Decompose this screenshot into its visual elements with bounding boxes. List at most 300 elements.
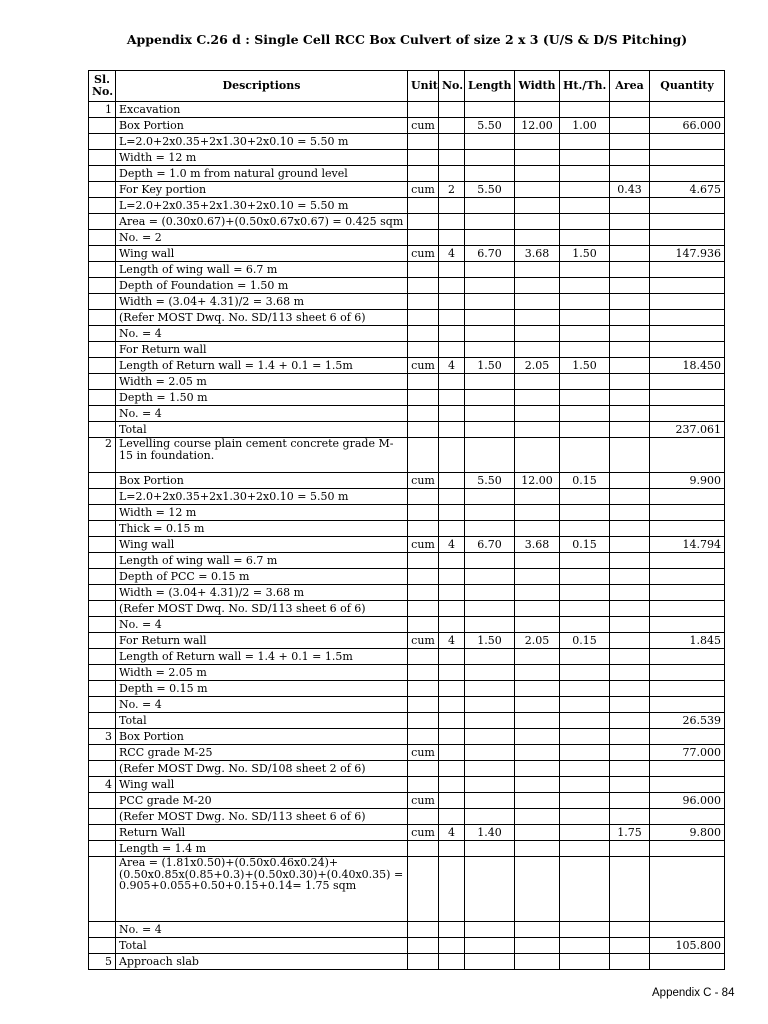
cell-quantity: [650, 697, 725, 713]
cell-sl-no: [89, 617, 116, 633]
cell-length: [465, 745, 515, 761]
cell-length: 1.50: [465, 358, 515, 374]
table-row: [89, 230, 725, 246]
cell-area: [610, 473, 650, 489]
cell-length: [465, 569, 515, 585]
cell-quantity: [650, 922, 725, 938]
cell-description: Width = 2.05 m: [116, 374, 408, 390]
cell-unit: [408, 278, 439, 294]
table-row: [89, 358, 725, 374]
cell-description: L=2.0+2x0.35+2x1.30+2x0.10 = 5.50 m: [116, 198, 408, 214]
cell-number: [439, 438, 465, 473]
cell-sl-no: [89, 601, 116, 617]
cell-length: 6.70: [465, 537, 515, 553]
cell-width: [515, 374, 560, 390]
cell-unit: [408, 681, 439, 697]
cell-width: 3.68: [515, 246, 560, 262]
cell-height: [560, 294, 610, 310]
cell-length: [465, 326, 515, 342]
cell-length: [465, 601, 515, 617]
cell-sl-no: [89, 681, 116, 697]
table-row: [89, 617, 725, 633]
cell-length: [465, 489, 515, 505]
cell-quantity: 96.000: [650, 793, 725, 809]
cell-quantity: 77.000: [650, 745, 725, 761]
cell-width: [515, 489, 560, 505]
cell-quantity: 4.675: [650, 182, 725, 198]
cell-height: [560, 230, 610, 246]
cell-unit: cum: [408, 633, 439, 649]
cell-sl-no: 5: [89, 954, 116, 970]
cell-unit: [408, 374, 439, 390]
cell-sl-no: [89, 473, 116, 489]
cell-sl-no: [89, 278, 116, 294]
cell-length: [465, 374, 515, 390]
cell-unit: [408, 922, 439, 938]
cell-area: [610, 954, 650, 970]
cell-unit: [408, 713, 439, 729]
cell-area: [610, 278, 650, 294]
cell-width: [515, 841, 560, 857]
cell-number: [439, 374, 465, 390]
cell-height: [560, 198, 610, 214]
cell-number: [439, 489, 465, 505]
cell-height: 1.50: [560, 246, 610, 262]
cell-area: [610, 729, 650, 745]
cell-quantity: [650, 230, 725, 246]
cell-sl-no: [89, 537, 116, 553]
cell-description: Total: [116, 713, 408, 729]
cell-area: [610, 505, 650, 521]
cell-area: [610, 841, 650, 857]
cell-area: [610, 390, 650, 406]
cell-sl-no: [89, 262, 116, 278]
cell-number: [439, 601, 465, 617]
cell-quantity: [650, 857, 725, 922]
cell-sl-no: [89, 633, 116, 649]
cell-length: 5.50: [465, 473, 515, 489]
table-row: [89, 537, 725, 553]
cell-sl-no: [89, 342, 116, 358]
cell-area: [610, 230, 650, 246]
cell-sl-no: [89, 214, 116, 230]
table-row: [89, 214, 725, 230]
cell-unit: [408, 601, 439, 617]
cell-sl-no: [89, 489, 116, 505]
cell-description: Area = (1.81x0.50)+(0.50x0.46x0.24)+(0.50x0.85x(0.85+0.3)+(0.50x0.30)+(0.40x0.35) = 0.905+0.055+0.50+0.15+0.14= 1.75 sqm: [116, 857, 408, 922]
cell-height: [560, 841, 610, 857]
cell-number: [439, 262, 465, 278]
cell-area: [610, 649, 650, 665]
table-row: [89, 521, 725, 537]
cell-area: [610, 569, 650, 585]
cell-description: PCC grade M-20: [116, 793, 408, 809]
cell-height: [560, 262, 610, 278]
table-row: [89, 697, 725, 713]
cell-height: [560, 777, 610, 793]
cell-description: (Refer MOST Dwg. No. SD/108 sheet 2 of 6): [116, 761, 408, 777]
cell-number: [439, 922, 465, 938]
cell-width: [515, 938, 560, 954]
cell-length: [465, 438, 515, 473]
cell-quantity: [650, 326, 725, 342]
cell-width: [515, 422, 560, 438]
cell-width: [515, 617, 560, 633]
cell-area: [610, 633, 650, 649]
cell-width: [515, 954, 560, 970]
cell-area: [610, 118, 650, 134]
cell-length: [465, 294, 515, 310]
cell-description: Width = 12 m: [116, 150, 408, 166]
cell-description: No. = 4: [116, 617, 408, 633]
cell-quantity: 147.936: [650, 246, 725, 262]
cell-sl-no: [89, 521, 116, 537]
cell-area: [610, 326, 650, 342]
header-area: Area: [610, 71, 650, 102]
table-row: [89, 601, 725, 617]
cell-unit: [408, 406, 439, 422]
cell-height: [560, 601, 610, 617]
cell-area: [610, 601, 650, 617]
table-row: [89, 665, 725, 681]
cell-quantity: [650, 777, 725, 793]
cell-height: [560, 681, 610, 697]
cell-quantity: [650, 761, 725, 777]
cell-length: [465, 809, 515, 825]
cell-number: 4: [439, 825, 465, 841]
cell-length: 5.50: [465, 182, 515, 198]
page-title: Appendix C.26 d : Single Cell RCC Box Culvert of size 2 x 3 (U/S & D/S Pitching): [126, 32, 688, 47]
cell-quantity: [650, 729, 725, 745]
cell-description: Depth of PCC = 0.15 m: [116, 569, 408, 585]
cell-area: [610, 681, 650, 697]
cell-length: [465, 150, 515, 166]
cell-unit: [408, 198, 439, 214]
cell-number: [439, 521, 465, 537]
cell-sl-no: 3: [89, 729, 116, 745]
cell-number: [439, 809, 465, 825]
cell-description: Width = 2.05 m: [116, 665, 408, 681]
cell-width: [515, 745, 560, 761]
cell-unit: [408, 521, 439, 537]
cell-quantity: [650, 809, 725, 825]
cell-sl-no: [89, 697, 116, 713]
cell-length: [465, 649, 515, 665]
table-row: [89, 761, 725, 777]
cell-unit: cum: [408, 118, 439, 134]
cell-description: Thick = 0.15 m: [116, 521, 408, 537]
cell-description: No. = 2: [116, 230, 408, 246]
table-row: [89, 553, 725, 569]
cell-area: [610, 166, 650, 182]
cell-sl-no: [89, 166, 116, 182]
cell-unit: [408, 569, 439, 585]
cell-description: No. = 4: [116, 406, 408, 422]
cell-description: No. = 4: [116, 326, 408, 342]
header-unit: Unit: [408, 71, 439, 102]
cell-height: [560, 954, 610, 970]
cell-unit: [408, 761, 439, 777]
cell-description: Depth = 0.15 m: [116, 681, 408, 697]
cell-width: [515, 150, 560, 166]
cell-length: [465, 954, 515, 970]
cell-area: [610, 214, 650, 230]
cell-length: 6.70: [465, 246, 515, 262]
cell-sl-no: [89, 938, 116, 954]
table-row: [89, 569, 725, 585]
cell-number: [439, 134, 465, 150]
table-row: [89, 713, 725, 729]
cell-area: [610, 198, 650, 214]
cell-quantity: [650, 617, 725, 633]
cell-height: [560, 857, 610, 922]
table-row: [89, 134, 725, 150]
cell-sl-no: 2: [89, 438, 116, 473]
cell-unit: [408, 294, 439, 310]
cell-quantity: [650, 198, 725, 214]
cell-height: [560, 553, 610, 569]
cell-quantity: [650, 278, 725, 294]
cell-height: [560, 310, 610, 326]
cell-unit: [408, 809, 439, 825]
table-row: [89, 793, 725, 809]
cell-description: Area = (0.30x0.67)+(0.50x0.67x0.67) = 0.425 sqm: [116, 214, 408, 230]
cell-sl-no: [89, 230, 116, 246]
cell-width: 3.68: [515, 537, 560, 553]
cell-number: [439, 406, 465, 422]
cell-unit: cum: [408, 358, 439, 374]
cell-sl-no: [89, 422, 116, 438]
cell-unit: [408, 102, 439, 118]
cell-area: [610, 422, 650, 438]
table-row: [89, 745, 725, 761]
cell-height: [560, 166, 610, 182]
cell-sl-no: [89, 310, 116, 326]
cell-area: [610, 406, 650, 422]
cell-width: [515, 166, 560, 182]
cell-area: 1.75: [610, 825, 650, 841]
table-row: [89, 489, 725, 505]
cell-height: [560, 745, 610, 761]
cell-height: [560, 729, 610, 745]
cell-length: [465, 713, 515, 729]
cell-length: [465, 134, 515, 150]
cell-area: [610, 857, 650, 922]
table-row: [89, 729, 725, 745]
cell-area: [610, 809, 650, 825]
header-no: No.: [439, 71, 465, 102]
cell-length: 5.50: [465, 118, 515, 134]
cell-number: 4: [439, 633, 465, 649]
cell-number: [439, 102, 465, 118]
cell-unit: [408, 150, 439, 166]
cell-description: Width = 12 m: [116, 505, 408, 521]
cell-area: [610, 489, 650, 505]
cell-height: 0.15: [560, 473, 610, 489]
table-row: [89, 422, 725, 438]
cell-height: [560, 489, 610, 505]
cell-unit: [408, 134, 439, 150]
cell-width: [515, 230, 560, 246]
table-row: [89, 310, 725, 326]
header-length: Length: [465, 71, 515, 102]
cell-quantity: [650, 406, 725, 422]
cell-length: [465, 198, 515, 214]
cell-quantity: 1.845: [650, 633, 725, 649]
cell-area: [610, 537, 650, 553]
cell-height: [560, 422, 610, 438]
cell-sl-no: [89, 825, 116, 841]
cell-sl-no: [89, 198, 116, 214]
cell-area: [610, 374, 650, 390]
cell-number: [439, 310, 465, 326]
cell-area: [610, 617, 650, 633]
cell-width: [515, 729, 560, 745]
cell-area: [610, 438, 650, 473]
cell-height: [560, 150, 610, 166]
cell-description: L=2.0+2x0.35+2x1.30+2x0.10 = 5.50 m: [116, 489, 408, 505]
cell-area: [610, 294, 650, 310]
cell-width: [515, 102, 560, 118]
cell-number: [439, 118, 465, 134]
cell-length: [465, 777, 515, 793]
cell-area: 0.43: [610, 182, 650, 198]
cell-quantity: [650, 954, 725, 970]
cell-sl-no: [89, 246, 116, 262]
cell-quantity: 237.061: [650, 422, 725, 438]
cell-description: L=2.0+2x0.35+2x1.30+2x0.10 = 5.50 m: [116, 134, 408, 150]
cell-quantity: [650, 134, 725, 150]
cell-description: Depth of Foundation = 1.50 m: [116, 278, 408, 294]
cell-description: Box Portion: [116, 729, 408, 745]
cell-sl-no: [89, 761, 116, 777]
cell-height: [560, 214, 610, 230]
cell-width: [515, 438, 560, 473]
cell-width: 2.05: [515, 358, 560, 374]
cell-height: [560, 406, 610, 422]
table-row: [89, 150, 725, 166]
cell-area: [610, 938, 650, 954]
table-row: [89, 166, 725, 182]
cell-quantity: [650, 569, 725, 585]
cell-unit: [408, 617, 439, 633]
table-row: [89, 857, 725, 922]
cell-height: [560, 938, 610, 954]
cell-sl-no: [89, 134, 116, 150]
cell-area: [610, 745, 650, 761]
cell-unit: [408, 729, 439, 745]
cell-number: 2: [439, 182, 465, 198]
cell-number: [439, 729, 465, 745]
cell-unit: [408, 553, 439, 569]
cell-quantity: 18.450: [650, 358, 725, 374]
cell-width: [515, 262, 560, 278]
cell-number: [439, 649, 465, 665]
cell-length: 1.40: [465, 825, 515, 841]
cell-number: [439, 569, 465, 585]
cell-description: For Return wall: [116, 342, 408, 358]
cell-length: [465, 230, 515, 246]
cell-height: [560, 326, 610, 342]
cell-number: [439, 793, 465, 809]
cell-height: [560, 713, 610, 729]
cell-height: [560, 665, 610, 681]
cell-quantity: 26.539: [650, 713, 725, 729]
cell-length: [465, 857, 515, 922]
cell-length: [465, 761, 515, 777]
cell-area: [610, 585, 650, 601]
cell-description: Levelling course plain cement concrete grade M-15 in foundation.: [116, 438, 408, 473]
header-sl-no: Sl. No.: [89, 71, 116, 102]
cell-length: [465, 310, 515, 326]
cell-description: (Refer MOST Dwq. No. SD/113 sheet 6 of 6): [116, 601, 408, 617]
cell-unit: [408, 326, 439, 342]
cell-area: [610, 310, 650, 326]
cell-description: Width = (3.04+ 4.31)/2 = 3.68 m: [116, 294, 408, 310]
cell-height: [560, 793, 610, 809]
cell-height: [560, 182, 610, 198]
cell-length: [465, 729, 515, 745]
cell-unit: [408, 954, 439, 970]
cell-sl-no: [89, 358, 116, 374]
cell-quantity: [650, 585, 725, 601]
cell-description: Total: [116, 938, 408, 954]
table-row: [89, 681, 725, 697]
table-row: [89, 649, 725, 665]
cell-number: [439, 278, 465, 294]
header-width: Width: [515, 71, 560, 102]
cell-area: [610, 761, 650, 777]
cell-height: [560, 374, 610, 390]
cell-width: [515, 649, 560, 665]
cell-quantity: [650, 505, 725, 521]
cell-quantity: [650, 841, 725, 857]
cell-number: [439, 745, 465, 761]
cell-height: 0.15: [560, 537, 610, 553]
cell-unit: cum: [408, 825, 439, 841]
cell-height: [560, 390, 610, 406]
cell-length: [465, 665, 515, 681]
table-row: [89, 182, 725, 198]
cell-width: [515, 198, 560, 214]
cell-quantity: [650, 294, 725, 310]
cell-description: Wing wall: [116, 777, 408, 793]
header-quantity: Quantity: [650, 71, 725, 102]
cell-width: [515, 505, 560, 521]
cell-quantity: [650, 166, 725, 182]
cell-unit: cum: [408, 745, 439, 761]
cell-number: [439, 841, 465, 857]
cell-unit: [408, 649, 439, 665]
cell-sl-no: [89, 406, 116, 422]
cell-unit: [408, 166, 439, 182]
cell-quantity: [650, 649, 725, 665]
cell-description: Total: [116, 422, 408, 438]
cell-number: [439, 390, 465, 406]
cell-height: [560, 697, 610, 713]
cell-length: [465, 166, 515, 182]
cell-description: Box Portion: [116, 118, 408, 134]
cell-area: [610, 150, 650, 166]
cell-width: [515, 665, 560, 681]
cell-width: [515, 278, 560, 294]
cell-number: [439, 422, 465, 438]
cell-quantity: [650, 214, 725, 230]
cell-quantity: 66.000: [650, 118, 725, 134]
cell-sl-no: [89, 745, 116, 761]
cell-area: [610, 342, 650, 358]
cell-length: [465, 505, 515, 521]
